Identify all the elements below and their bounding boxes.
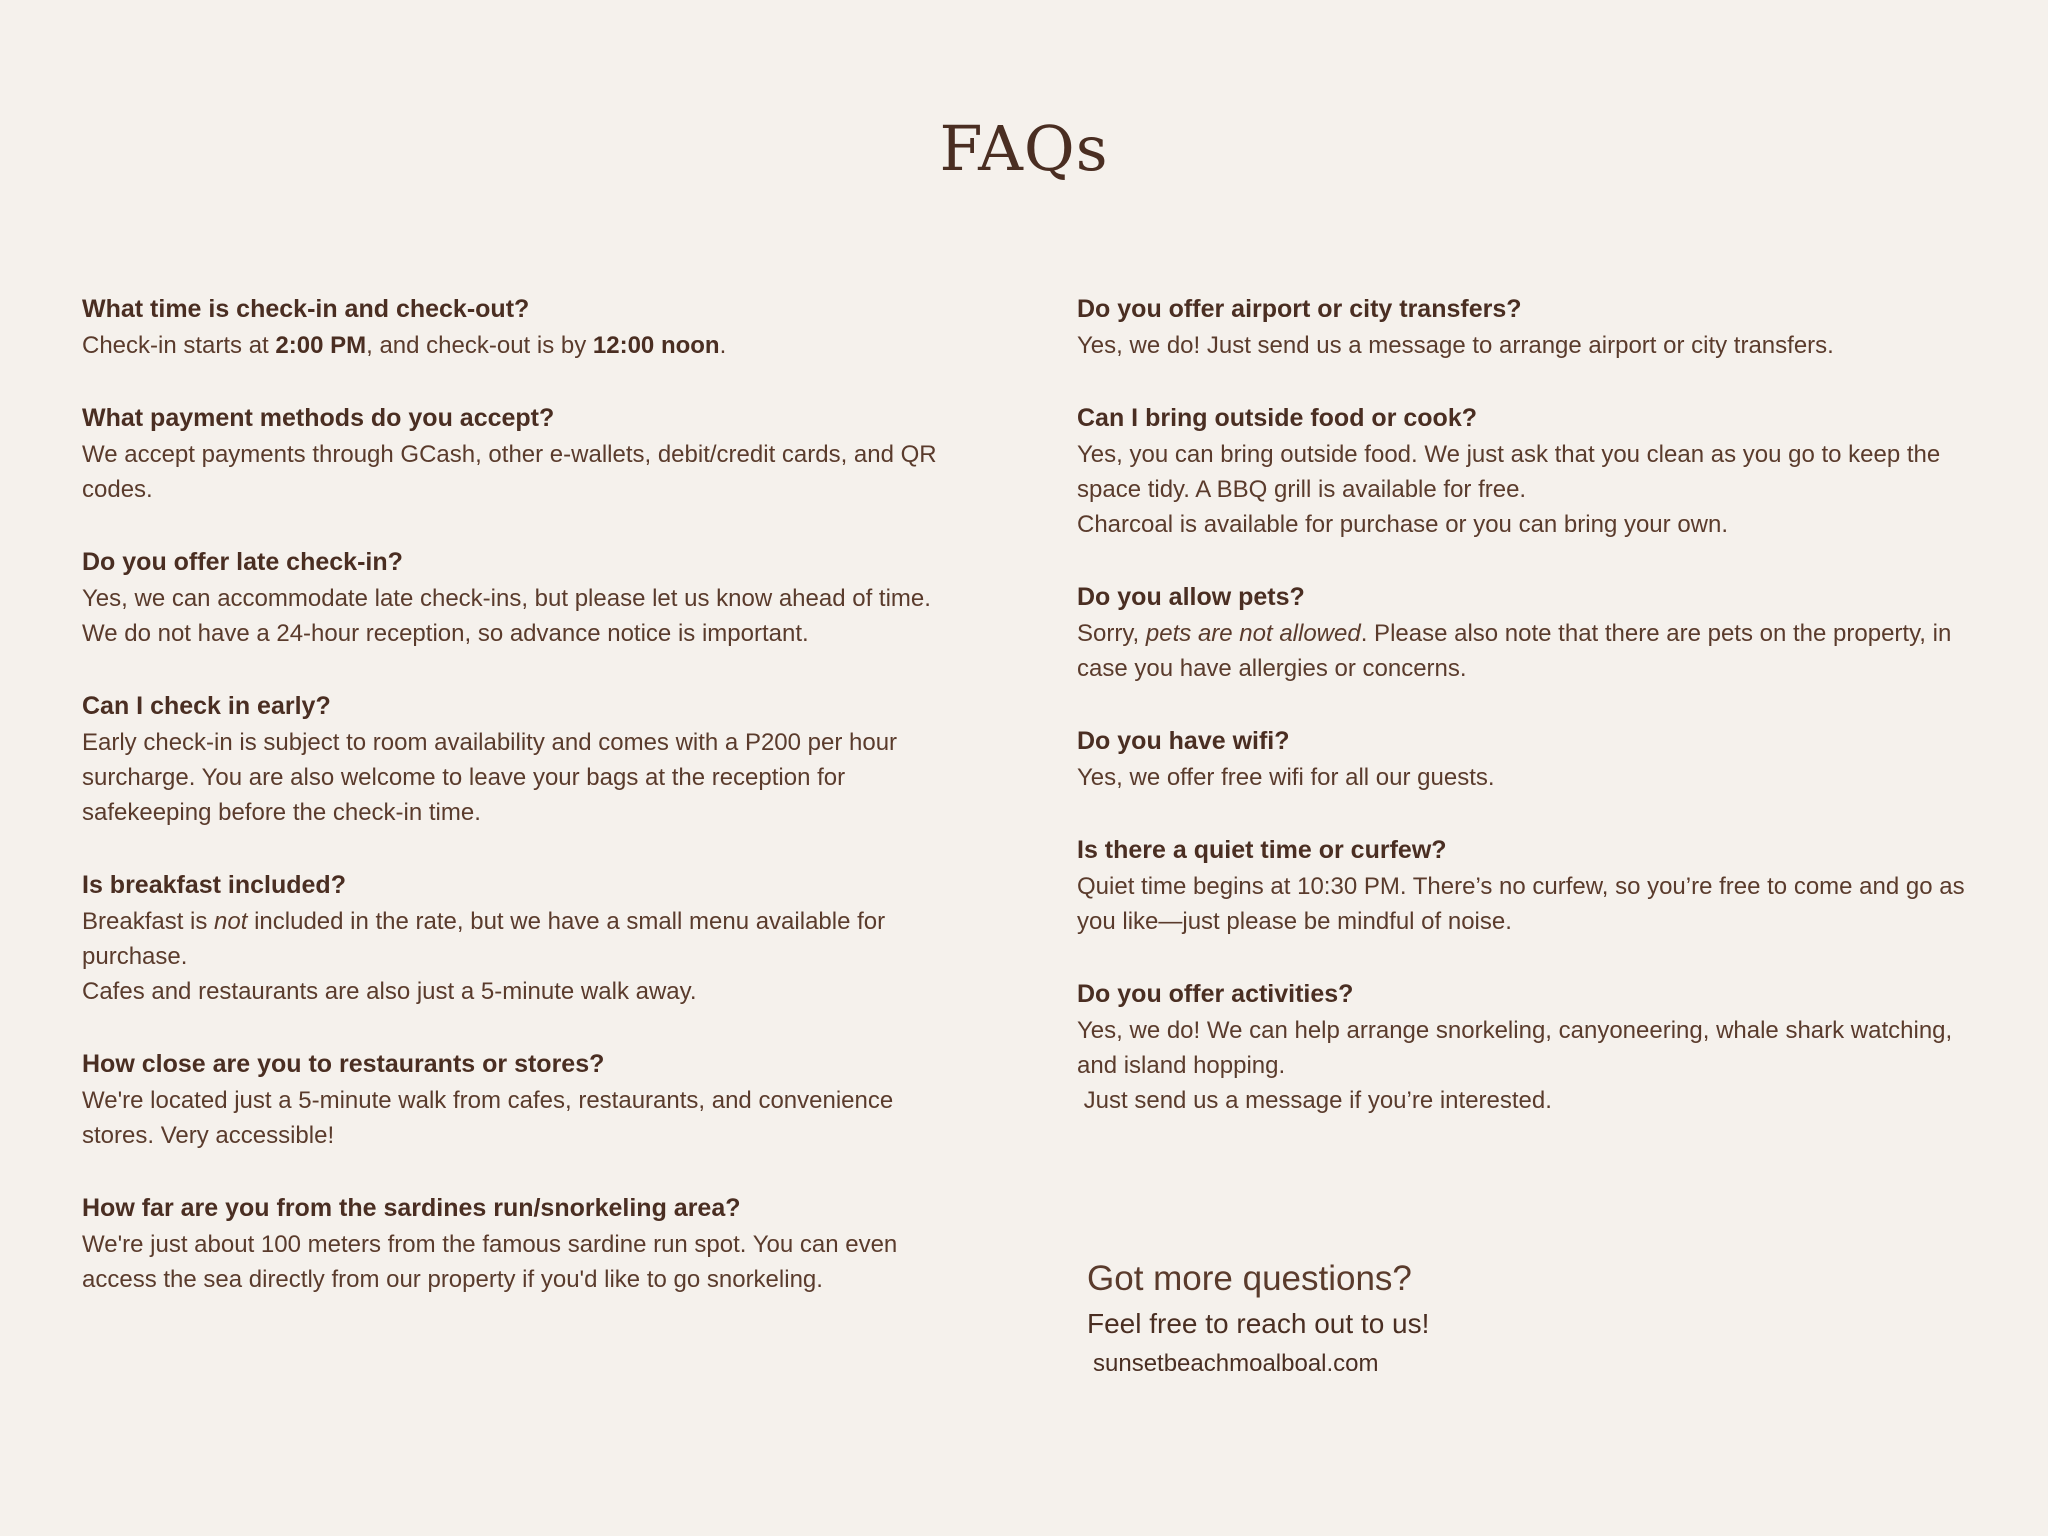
faq-question: How far are you from the sardines run/snorkeling area? <box>82 1194 741 1222</box>
faq-answer-line: Just send us a message if you’re interested. <box>1077 1087 1552 1114</box>
faq-item-transfers <box>1077 290 1977 363</box>
faq-question: Do you offer late check-in? <box>82 548 403 576</box>
faq-item-breakfast <box>82 866 952 1009</box>
faq-item-payment <box>82 399 952 507</box>
faq-item-outside-food <box>1077 399 1977 542</box>
contact-subheading: Feel free to reach out to us! <box>1087 1308 1430 1339</box>
faq-question: How close are you to restaurants or stores? <box>82 1050 605 1078</box>
faq-answer: Breakfast is not included in the rate, but we have a small menu available for purchase. <box>82 908 886 970</box>
faq-column-right <box>1077 290 1977 1118</box>
faq-answer: Sorry, pets are not allowed. Please also note that there are pets on the property, in case you have allergies or concerns. <box>1077 620 1952 682</box>
faq-answer: Yes, you can bring outside food. We just ask that you clean as you go to keep the space tidy. A BBQ grill is available for free. <box>1077 441 1941 503</box>
faq-question: What payment methods do you accept? <box>82 404 555 432</box>
faq-answer: Early check-in is subject to room availability and comes with a P200 per hour surcharge. You are also welcome to leave your bags at the reception for safekeeping before the check-in time. <box>82 729 898 826</box>
faq-item-activities <box>1077 975 1977 1118</box>
faq-item-late-check-in <box>82 543 952 651</box>
faq-item-check-in-out <box>82 290 952 363</box>
faq-answer-line: Charcoal is available for purchase or you can bring your own. <box>1077 511 1729 538</box>
faq-answer: Yes, we do! We can help arrange snorkeling, canyoneering, whale shark watching, and island hopping. <box>1077 1017 1953 1079</box>
faq-question: Do you offer airport or city transfers? <box>1077 295 1522 323</box>
faq-answer-line: Cafes and restaurants are also just a 5-minute walk away. <box>82 978 697 1005</box>
website-link[interactable]: sunsetbeachmoalboal.com <box>1093 1350 1379 1377</box>
faq-item-pets <box>1077 578 1977 686</box>
faq-item-sardines-run <box>82 1189 952 1297</box>
faq-answer: We accept payments through GCash, other e-wallets, debit/credit cards, and QR codes. <box>82 441 937 503</box>
faq-question: Do you allow pets? <box>1077 583 1305 611</box>
faq-column-left <box>82 290 952 1297</box>
faq-question: Is breakfast included? <box>82 871 346 899</box>
faq-answer: Check-in starts at 2:00 PM, and check-out is by 12:00 noon. <box>82 332 727 359</box>
faq-answer: Yes, we do! Just send us a message to arrange airport or city transfers. <box>1077 332 1834 359</box>
faq-item-wifi <box>1077 722 1977 795</box>
faq-question: Do you offer activities? <box>1077 980 1354 1008</box>
faq-item-early-check-in <box>82 687 952 830</box>
contact-heading: Got more questions? <box>1087 1259 1412 1298</box>
faq-answer: Quiet time begins at 10:30 PM. There’s no curfew, so you’re free to come and go as you like—just please be mindful of noise. <box>1077 873 1965 935</box>
faq-question: Do you have wifi? <box>1077 727 1290 755</box>
faq-question: Can I bring outside food or cook? <box>1077 404 1477 432</box>
faq-item-restaurants-stores <box>82 1045 952 1153</box>
faq-answer: We're just about 100 meters from the famous sardine run spot. You can even access the sea directly from our property if you'd like to go snorkeling. <box>82 1231 898 1293</box>
faq-question: Is there a quiet time or curfew? <box>1077 836 1447 864</box>
faq-question: What time is check-in and check-out? <box>82 295 530 323</box>
page-title: FAQs <box>939 112 1109 185</box>
contact-section <box>1087 1255 1429 1383</box>
faq-answer: We're located just a 5-minute walk from cafes, restaurants, and convenience stores. Very accessible! <box>82 1087 894 1149</box>
faq-item-quiet-time <box>1077 831 1977 939</box>
faq-answer: Yes, we offer free wifi for all our guests. <box>1077 764 1495 791</box>
faq-answer: Yes, we can accommodate late check-ins, but please let us know ahead of time. We do not have a 24-hour reception, so advance notice is important. <box>82 585 931 647</box>
faq-question: Can I check in early? <box>82 692 331 720</box>
